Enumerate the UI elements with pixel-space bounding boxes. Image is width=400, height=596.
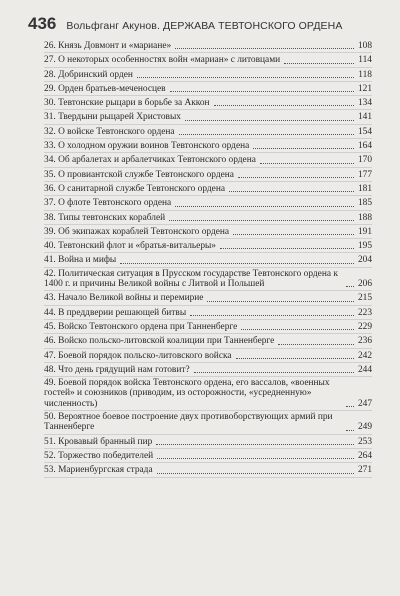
toc-entry-title: 42. Политическая ситуация в Прусском государстве Тевтонского ордена к 1400 г. и причины Великой войны с Литвой и Польшей [44, 268, 338, 290]
toc-entry-page: 249 [357, 422, 372, 433]
toc-entry-page: 195 [357, 241, 372, 252]
dot-leader [157, 457, 354, 459]
toc-entry-page: 177 [357, 169, 372, 180]
toc-entry-page: 253 [357, 436, 372, 447]
toc-entry [44, 320, 372, 334]
toc-entry-title: 40. Тевтонский флот и «братья-витальеры» [44, 241, 216, 252]
toc-entry-page: 181 [357, 183, 372, 194]
table-of-contents [44, 39, 372, 478]
toc-entry [44, 110, 372, 124]
dot-leader [236, 357, 354, 359]
dot-leader [185, 119, 354, 121]
dot-leader [120, 262, 354, 264]
toc-entry-page: 244 [357, 364, 372, 375]
toc-entry-title: 27. О некоторых особенностях войн «мариан» с литовцами [44, 55, 281, 66]
dot-leader [238, 176, 354, 178]
dot-leader [346, 429, 354, 431]
toc-entry-title: 30. Тевтонские рыцари в борьбе за Аккон [44, 98, 210, 109]
toc-entry [44, 411, 372, 435]
toc-entry-page: 271 [357, 465, 372, 476]
dot-leader [170, 90, 354, 92]
toc-entry-page: 206 [357, 279, 372, 290]
dot-leader [346, 285, 354, 287]
toc-entry-title: 34. Об арбалетах и арбалетчиках Тевтонского ордена [44, 155, 256, 166]
book-title: ДЕРЖАВА ТЕВТОНСКОГО ОРДЕНА [163, 20, 343, 32]
toc-entry-page: 114 [358, 55, 372, 66]
dot-leader [175, 205, 354, 207]
toc-entry [44, 168, 372, 182]
toc-entry-page: 204 [357, 255, 372, 266]
dot-leader [278, 343, 354, 345]
toc-entry-title: 29. Орден братьев-меченосцев [44, 83, 166, 94]
toc-entry-title: 37. О флоте Тевтонского ордена [44, 198, 172, 209]
toc-entry-title: 44. В преддверии решающей битвы [44, 307, 187, 318]
toc-entry-page: 170 [357, 155, 372, 166]
toc-entry [44, 291, 372, 305]
dot-leader [190, 314, 354, 316]
dot-leader [233, 233, 354, 235]
toc-entry-page: 164 [357, 141, 372, 152]
toc-entry [44, 125, 372, 139]
toc-entry [44, 253, 372, 267]
dot-leader [220, 247, 354, 249]
toc-entry [44, 182, 372, 196]
toc-entry [44, 268, 372, 292]
toc-entry-page: 141 [357, 112, 372, 123]
toc-entry-title: 50. Вероятное боевое построение двух противоборствующих армий при Танненберге [44, 412, 333, 433]
toc-entry-title: 35. О провиантской службе Тевтонского ордена [44, 169, 234, 180]
toc-entry-title: 49. Боевой порядок войска Тевтонского ордена, его вассалов, «военных гостей» и союзников (приводим, из осторожности, «усредненную» численность) [44, 378, 330, 409]
toc-entry-title: 52. Торжество победителей [44, 450, 154, 461]
dot-leader [194, 371, 354, 373]
toc-entry-title: 36. О санитарной службе Тевтонского ордена [44, 183, 226, 194]
dot-leader [253, 147, 354, 149]
toc-entry-title: 26. Князь Довмонт и «мариане» [44, 41, 172, 51]
toc-entry-title: 53. Мариенбургская страда [44, 465, 153, 476]
dot-leader [175, 47, 354, 49]
toc-entry-title: 32. О войске Тевтонского ордена [44, 126, 175, 137]
toc-entry [44, 239, 372, 253]
toc-entry-page: 118 [358, 69, 372, 80]
toc-entry [44, 153, 372, 167]
toc-entry-title: 38. Типы тевтонских кораблей [44, 212, 166, 223]
toc-entry [44, 363, 372, 377]
toc-entry-page: 191 [357, 226, 372, 237]
dot-leader [157, 472, 354, 474]
toc-entry-page: 264 [357, 450, 372, 461]
toc-entry [44, 463, 372, 477]
toc-entry [44, 82, 372, 96]
toc-entry [44, 306, 372, 320]
toc-entry [44, 435, 372, 449]
dot-leader [137, 76, 354, 78]
toc-entry-page: 229 [357, 321, 372, 332]
toc-entry-title: 28. Добринский орден [44, 69, 133, 80]
toc-entry-page: 188 [357, 212, 372, 223]
toc-entry [44, 196, 372, 210]
page-header [28, 14, 370, 36]
dot-leader [260, 162, 354, 164]
toc-entry-title: 46. Войско польско-литовской коалиции при Танненберге [44, 336, 275, 347]
toc-entry [44, 39, 372, 53]
toc-entry [44, 68, 372, 82]
toc-entry [44, 211, 372, 225]
dot-leader [179, 133, 354, 135]
toc-entry [44, 377, 372, 411]
toc-entry-title: 31. Твердыни рыцарей Христовых [44, 112, 181, 123]
dot-leader [214, 104, 354, 106]
toc-entry-title: 48. Что день грядущий нам готовит? [44, 364, 190, 375]
dot-leader [229, 190, 354, 192]
toc-entry-page: 154 [357, 126, 372, 137]
toc-entry-title: 41. Война и мифы [44, 255, 117, 266]
toc-entry-title: 45. Войско Тевтонского ордена при Танненберге [44, 321, 238, 332]
toc-entry [44, 449, 372, 463]
toc-entry [44, 53, 372, 67]
toc-entry-title: 51. Кровавый бранный пир [44, 436, 153, 447]
toc-entry-page: 247 [357, 398, 372, 409]
toc-entry [44, 96, 372, 110]
toc-entry-title: 43. Начало Великой войны и перемирие [44, 293, 204, 304]
dot-leader [346, 405, 354, 407]
dot-leader [241, 328, 354, 330]
author-name: Вольфганг Акунов. [66, 20, 161, 32]
dot-leader [169, 219, 354, 221]
toc-entry-title: 39. Об экипажах кораблей Тевтонского ордена [44, 226, 230, 237]
toc-entry-title: 33. О холодном оружии воинов Тевтонского ордена [44, 141, 250, 152]
toc-entry-page: 134 [357, 98, 372, 109]
toc-entry [44, 225, 372, 239]
toc-entry-page: 242 [357, 350, 372, 361]
page-number: 436 [28, 14, 57, 33]
toc-entry-page: 185 [357, 198, 372, 209]
toc-entry [44, 349, 372, 363]
toc-entry-page: 108 [357, 41, 372, 51]
toc-entry-title: 47. Боевой порядок польско-литовского войска [44, 350, 232, 361]
toc-entry [44, 334, 372, 348]
dot-leader [284, 62, 354, 64]
dot-leader [156, 443, 354, 445]
running-title [66, 20, 342, 32]
toc-entry-page: 223 [357, 307, 372, 318]
toc-entry-page: 236 [357, 336, 372, 347]
toc-entry [44, 139, 372, 153]
toc-entry-page: 215 [357, 293, 372, 304]
dot-leader [207, 300, 354, 302]
toc-entry-page: 121 [357, 83, 372, 94]
